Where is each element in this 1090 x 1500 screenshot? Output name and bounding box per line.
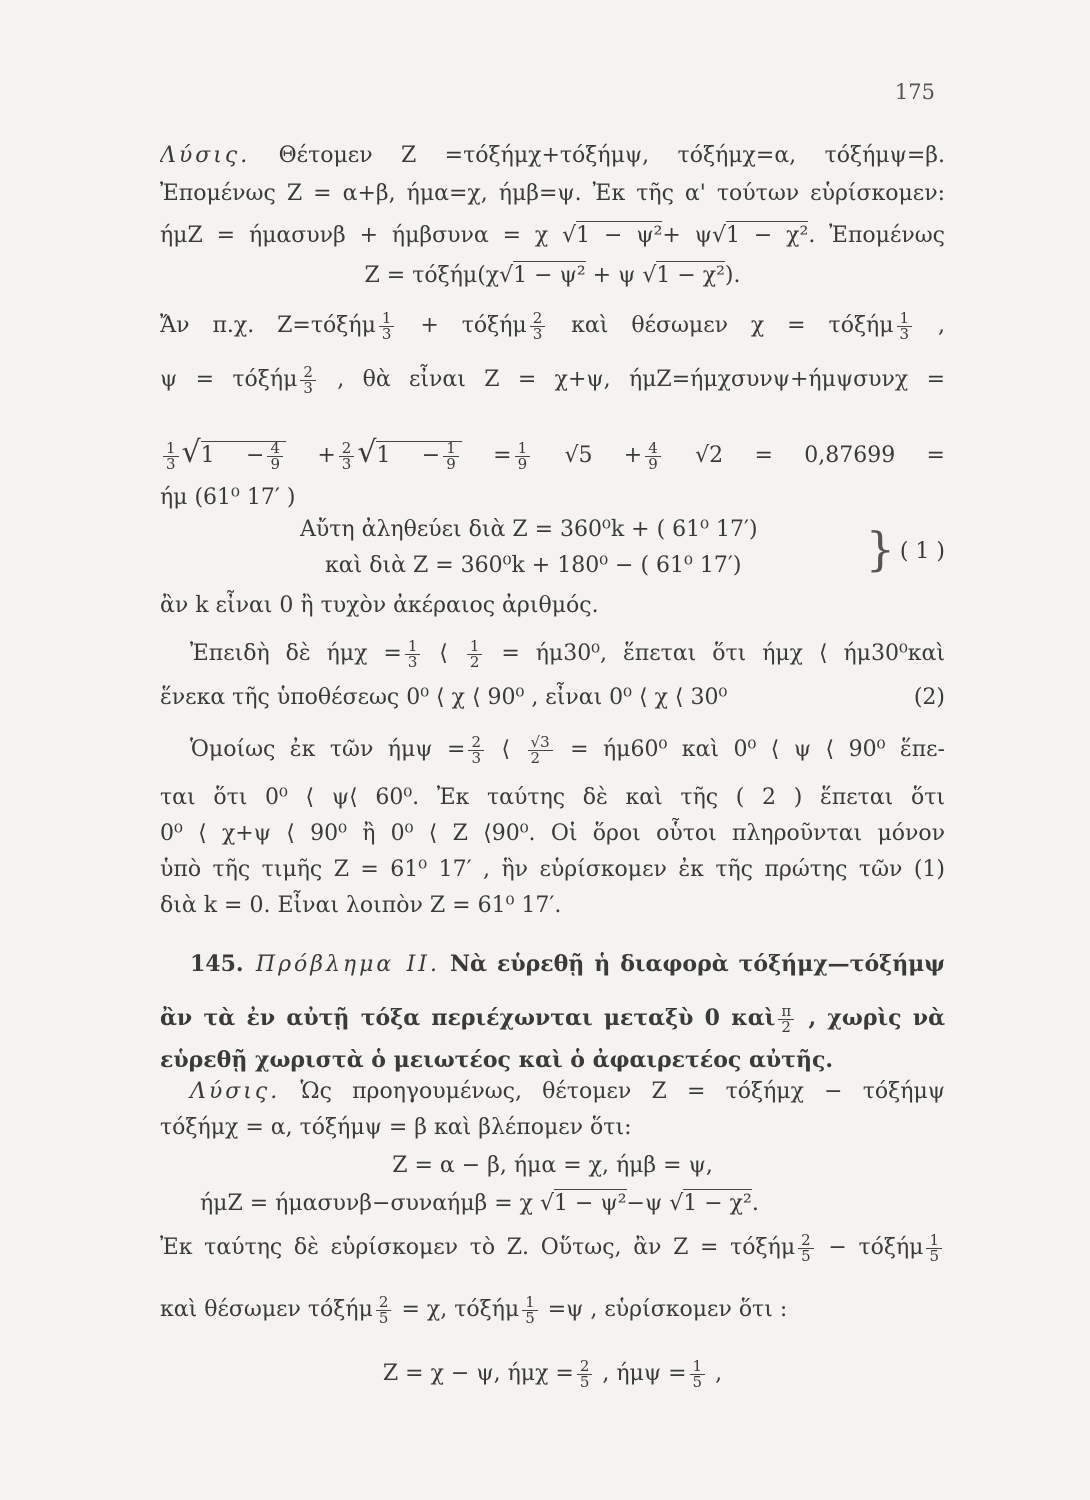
text-span: √2 = 0,87699 = xyxy=(663,443,945,468)
numerator: 1 xyxy=(405,639,421,655)
numerator: π xyxy=(778,1004,794,1020)
condition-line: Αὔτη ἀληθεύει διὰ Ζ = 360⁰k + ( 61⁰ 17′) xyxy=(300,517,758,542)
text-line xyxy=(160,1112,945,1144)
text-span: καὶ θέσωμεν χ = τόξήμ xyxy=(548,313,894,338)
numerator: 4 xyxy=(267,441,283,457)
text-span: διὰ k = 0. Εἶναι λοιπὸν Ζ = 61⁰ 17′. xyxy=(160,893,562,918)
brace-icon: } xyxy=(865,522,895,576)
text-span: , xyxy=(708,1361,723,1386)
condition-block xyxy=(160,514,945,588)
text-span: √5 + xyxy=(533,443,643,468)
numerator: 2 xyxy=(798,1233,814,1249)
denominator: 9 xyxy=(648,454,658,473)
numerator: 1 xyxy=(897,311,913,327)
formula-line xyxy=(160,260,945,292)
numerator: 1 xyxy=(443,441,459,457)
formula-line xyxy=(160,1352,945,1396)
fraction xyxy=(443,438,459,473)
problem-number: 145. xyxy=(190,951,244,977)
radicand: 1 − χ² xyxy=(656,263,725,288)
text-span: Θέτομεν Ζ =τόξήμχ+τόξήμψ, τόξήμχ=α, τόξήμψ=β. xyxy=(250,143,945,168)
sqrt-sign: √ xyxy=(181,435,201,470)
fraction xyxy=(897,308,913,343)
problem-label: Πρόβλημα ΙΙ. xyxy=(243,952,440,977)
text-span: = χ, τόξήμ xyxy=(394,1297,520,1322)
fraction xyxy=(379,308,395,343)
radicand: 1 − χ² xyxy=(683,1191,752,1216)
text-span: ⟨ xyxy=(486,737,525,762)
text-span: = xyxy=(461,443,512,468)
text-span: . Ἐπομένως xyxy=(808,223,945,248)
text-span: + ψ√ xyxy=(662,223,726,248)
denominator: 9 xyxy=(517,454,528,473)
text-span: , χωρὶς νὰ xyxy=(797,1005,945,1031)
text-span: , xyxy=(915,313,945,338)
text-span: = ήμ30⁰, ἕπεται ὅτι ήμχ ⟨ ήμ30⁰καὶ xyxy=(485,641,945,666)
text-line xyxy=(160,482,945,514)
numerator: 2 xyxy=(376,1295,392,1311)
text-span: καὶ θέσωμεν τόξήμ xyxy=(160,1297,373,1322)
text-span: + ψ √ xyxy=(585,263,657,288)
fraction xyxy=(339,438,355,473)
numerator: 4 xyxy=(645,441,661,457)
text-line xyxy=(160,854,945,886)
text-span: . xyxy=(751,1191,759,1216)
text-line xyxy=(160,590,945,622)
text-line xyxy=(160,818,945,850)
denominator: 2 xyxy=(530,748,541,767)
text-span: − τόξήμ xyxy=(816,1235,924,1260)
numerator: 1 xyxy=(163,441,179,457)
denominator: 2 xyxy=(781,1017,791,1036)
fraction xyxy=(467,636,483,671)
denominator: 3 xyxy=(471,748,481,767)
numerator: 1 xyxy=(522,1295,538,1311)
fraction xyxy=(376,1292,392,1327)
fraction xyxy=(515,438,531,473)
text-span: Ζ = τόξήμ(χ√ xyxy=(364,263,514,288)
formula-line xyxy=(160,430,945,479)
fraction xyxy=(645,438,661,473)
denominator: 9 xyxy=(270,454,280,473)
numerator: 2 xyxy=(339,441,355,457)
numerator: √3 xyxy=(528,735,553,751)
text-line xyxy=(160,890,945,922)
text-span: 0⁰ ⟨ χ+ψ ⟨ 90⁰ ἢ 0⁰ ⟨ Ζ ⟨90⁰. Οἱ ὅροι οὗτοι πληροῦνται μόνον xyxy=(160,821,945,846)
text-line xyxy=(160,682,945,714)
numerator: 1 xyxy=(926,1233,942,1249)
text-line xyxy=(160,782,945,814)
fraction xyxy=(267,438,283,473)
text-span: ὑπὸ τῆς τιμῆς Ζ = 61⁰ 17′ , ἣν εὑρίσκομεν ἐκ τῆς πρώτης τῶν (1) xyxy=(160,857,945,882)
numerator: 1 xyxy=(690,1359,706,1375)
text-line xyxy=(160,1076,945,1108)
text-line xyxy=(160,178,945,210)
formula-line xyxy=(160,304,945,348)
text-span: Ὁμοίως ἐκ τῶν ήμψ = xyxy=(190,737,466,762)
condition-line: καὶ διὰ Ζ = 360⁰k + 180⁰ − ( 61⁰ 17′) xyxy=(325,553,742,578)
fraction xyxy=(405,636,421,671)
text-line xyxy=(160,1044,945,1076)
fraction xyxy=(522,1292,538,1327)
formula-line xyxy=(160,1288,945,1332)
fraction xyxy=(530,308,546,343)
denominator: 3 xyxy=(899,324,910,343)
numerator: 1 xyxy=(515,441,531,457)
denominator: 5 xyxy=(525,1308,535,1327)
text-span: Ἄν π.χ. Ζ=τόξήμ xyxy=(160,313,376,338)
solution-label: Λύσις. xyxy=(160,143,251,168)
numerator: 1 xyxy=(467,639,483,655)
denominator: 5 xyxy=(929,1246,939,1265)
text-span: ). xyxy=(724,263,741,288)
denominator: 3 xyxy=(341,454,352,473)
text-span: Ἐπειδὴ δὲ ήμχ = xyxy=(190,641,402,666)
numerator: 2 xyxy=(468,735,484,751)
denominator: 5 xyxy=(378,1308,389,1327)
sqrt-sign: √ xyxy=(357,435,377,470)
denominator: 3 xyxy=(166,454,176,473)
text-span: 1 − xyxy=(200,443,265,468)
text-span: + τόξήμ xyxy=(397,313,527,338)
text-span: −ψ √ xyxy=(626,1191,684,1216)
numerator: 2 xyxy=(577,1359,593,1375)
fraction xyxy=(690,1356,706,1391)
text-span: =ψ , εὑρίσκομεν ὅτι : xyxy=(540,1297,788,1322)
fraction xyxy=(528,732,553,767)
radicand xyxy=(200,438,286,473)
fraction xyxy=(798,1230,814,1265)
fraction xyxy=(300,362,316,397)
numerator: 1 xyxy=(379,311,395,327)
text-span: Ἐπομένως Ζ = α+β, ήμα=χ, ήμβ=ψ. Ἐκ τῆς α' τούτων εὑρίσκομεν: xyxy=(160,181,945,206)
text-span: , θὰ εἶναι Ζ = χ+ψ, ήμΖ=ήμχσυνψ+ήμψσυνχ = xyxy=(318,367,945,392)
text-span: τόξήμχ = α, τόξήμψ = β καὶ βλέπομεν ὅτι: xyxy=(160,1115,632,1140)
formula-line xyxy=(160,632,945,676)
text-span: = ήμ60⁰ καὶ 0⁰ ⟨ ψ ⟨ 90⁰ ἕπε- xyxy=(555,737,945,762)
denominator: 3 xyxy=(303,378,313,397)
formula-line xyxy=(160,1188,945,1220)
problem-heading xyxy=(160,948,945,981)
denominator: 3 xyxy=(532,324,543,343)
text-span: ἕνεκα τῆς ὑποθέσεως 0⁰ ⟨ χ ⟨ 90⁰ , εἶναι 0⁰ ⟨ χ ⟨ 30⁰ xyxy=(160,685,728,710)
fraction xyxy=(577,1356,593,1391)
text-span: , ήμψ = xyxy=(595,1361,687,1386)
formula-line xyxy=(160,996,945,1040)
denominator: 9 xyxy=(446,454,456,473)
fraction xyxy=(163,438,179,473)
formula-line xyxy=(160,220,945,252)
text-span: 1 − xyxy=(376,443,441,468)
denominator: 5 xyxy=(579,1372,590,1391)
radicand xyxy=(376,438,461,473)
text-span: ἂν k εἶναι 0 ἢ τυχὸν ἀκέραιος ἀριθμός. xyxy=(160,593,599,618)
denominator: 5 xyxy=(692,1372,703,1391)
text-span: Ἐκ ταύτης δὲ εὑρίσκομεν τὸ Ζ. Οὕτως, ἂν Ζ = τόξήμ xyxy=(160,1235,796,1260)
radicand: 1 − ψ² xyxy=(554,1191,627,1216)
text-span: Νὰ εὑρεθῇ ἡ διαφορὰ τόξήμχ—τόξήμψ xyxy=(439,951,945,977)
equation-number: ( 1 ) xyxy=(899,539,945,564)
fraction xyxy=(468,732,484,767)
radicand: 1 − χ² xyxy=(725,223,809,248)
radicand: 1 − ψ² xyxy=(576,223,663,248)
text-span: ήμ (61⁰ 17′ ) xyxy=(160,485,296,510)
formula-line xyxy=(160,1150,945,1182)
fraction xyxy=(926,1230,942,1265)
denominator: 5 xyxy=(801,1246,811,1265)
text-span: εὑρεθῇ χωριστὰ ὁ μειωτέος καὶ ὁ ἀφαιρετέος αὐτῆς. xyxy=(160,1047,834,1073)
text-span: ήμΖ = ήμασυνβ + ήμβσυνα = χ √ xyxy=(160,223,577,248)
text-span: ήμΖ = ήμασυνβ−συναήμβ = χ √ xyxy=(200,1191,555,1216)
solution-label: Λύσις. xyxy=(190,1079,281,1104)
radicand: 1 − ψ² xyxy=(513,263,586,288)
denominator: 2 xyxy=(469,652,480,671)
text-span: + xyxy=(286,443,336,468)
denominator: 3 xyxy=(407,652,418,671)
formula-line xyxy=(160,1226,945,1270)
text-line xyxy=(160,140,945,172)
denominator: 3 xyxy=(381,324,392,343)
text-span: ἂν τὰ ἐν αὐτῇ τόξα περιέχωνται μεταξὺ 0 καὶ xyxy=(160,1005,776,1031)
equation-number: (2) xyxy=(913,685,945,710)
formula-line xyxy=(160,358,945,402)
text-span: Ὡς προηγουμένως, θέτομεν Ζ = τόξήμχ − τόξήμψ xyxy=(280,1079,945,1104)
page-number: 175 xyxy=(894,80,935,104)
formula-line xyxy=(160,728,945,772)
text-span: ⟨ xyxy=(423,641,464,666)
numerator: 2 xyxy=(300,365,316,381)
text-span: Ζ = χ − ψ, ήμχ = xyxy=(382,1361,574,1386)
numerator: 2 xyxy=(530,311,546,327)
text-span: ψ = τόξήμ xyxy=(160,367,298,392)
text-span: Ζ = α − β, ήμα = χ, ήμβ = ψ, xyxy=(392,1153,713,1178)
text-span: ται ὅτι 0⁰ ⟨ ψ⟨ 60⁰. Ἐκ ταύτης δὲ καὶ τῆς ( 2 ) ἕπεται ὅτι xyxy=(160,785,945,810)
fraction xyxy=(778,1001,794,1036)
